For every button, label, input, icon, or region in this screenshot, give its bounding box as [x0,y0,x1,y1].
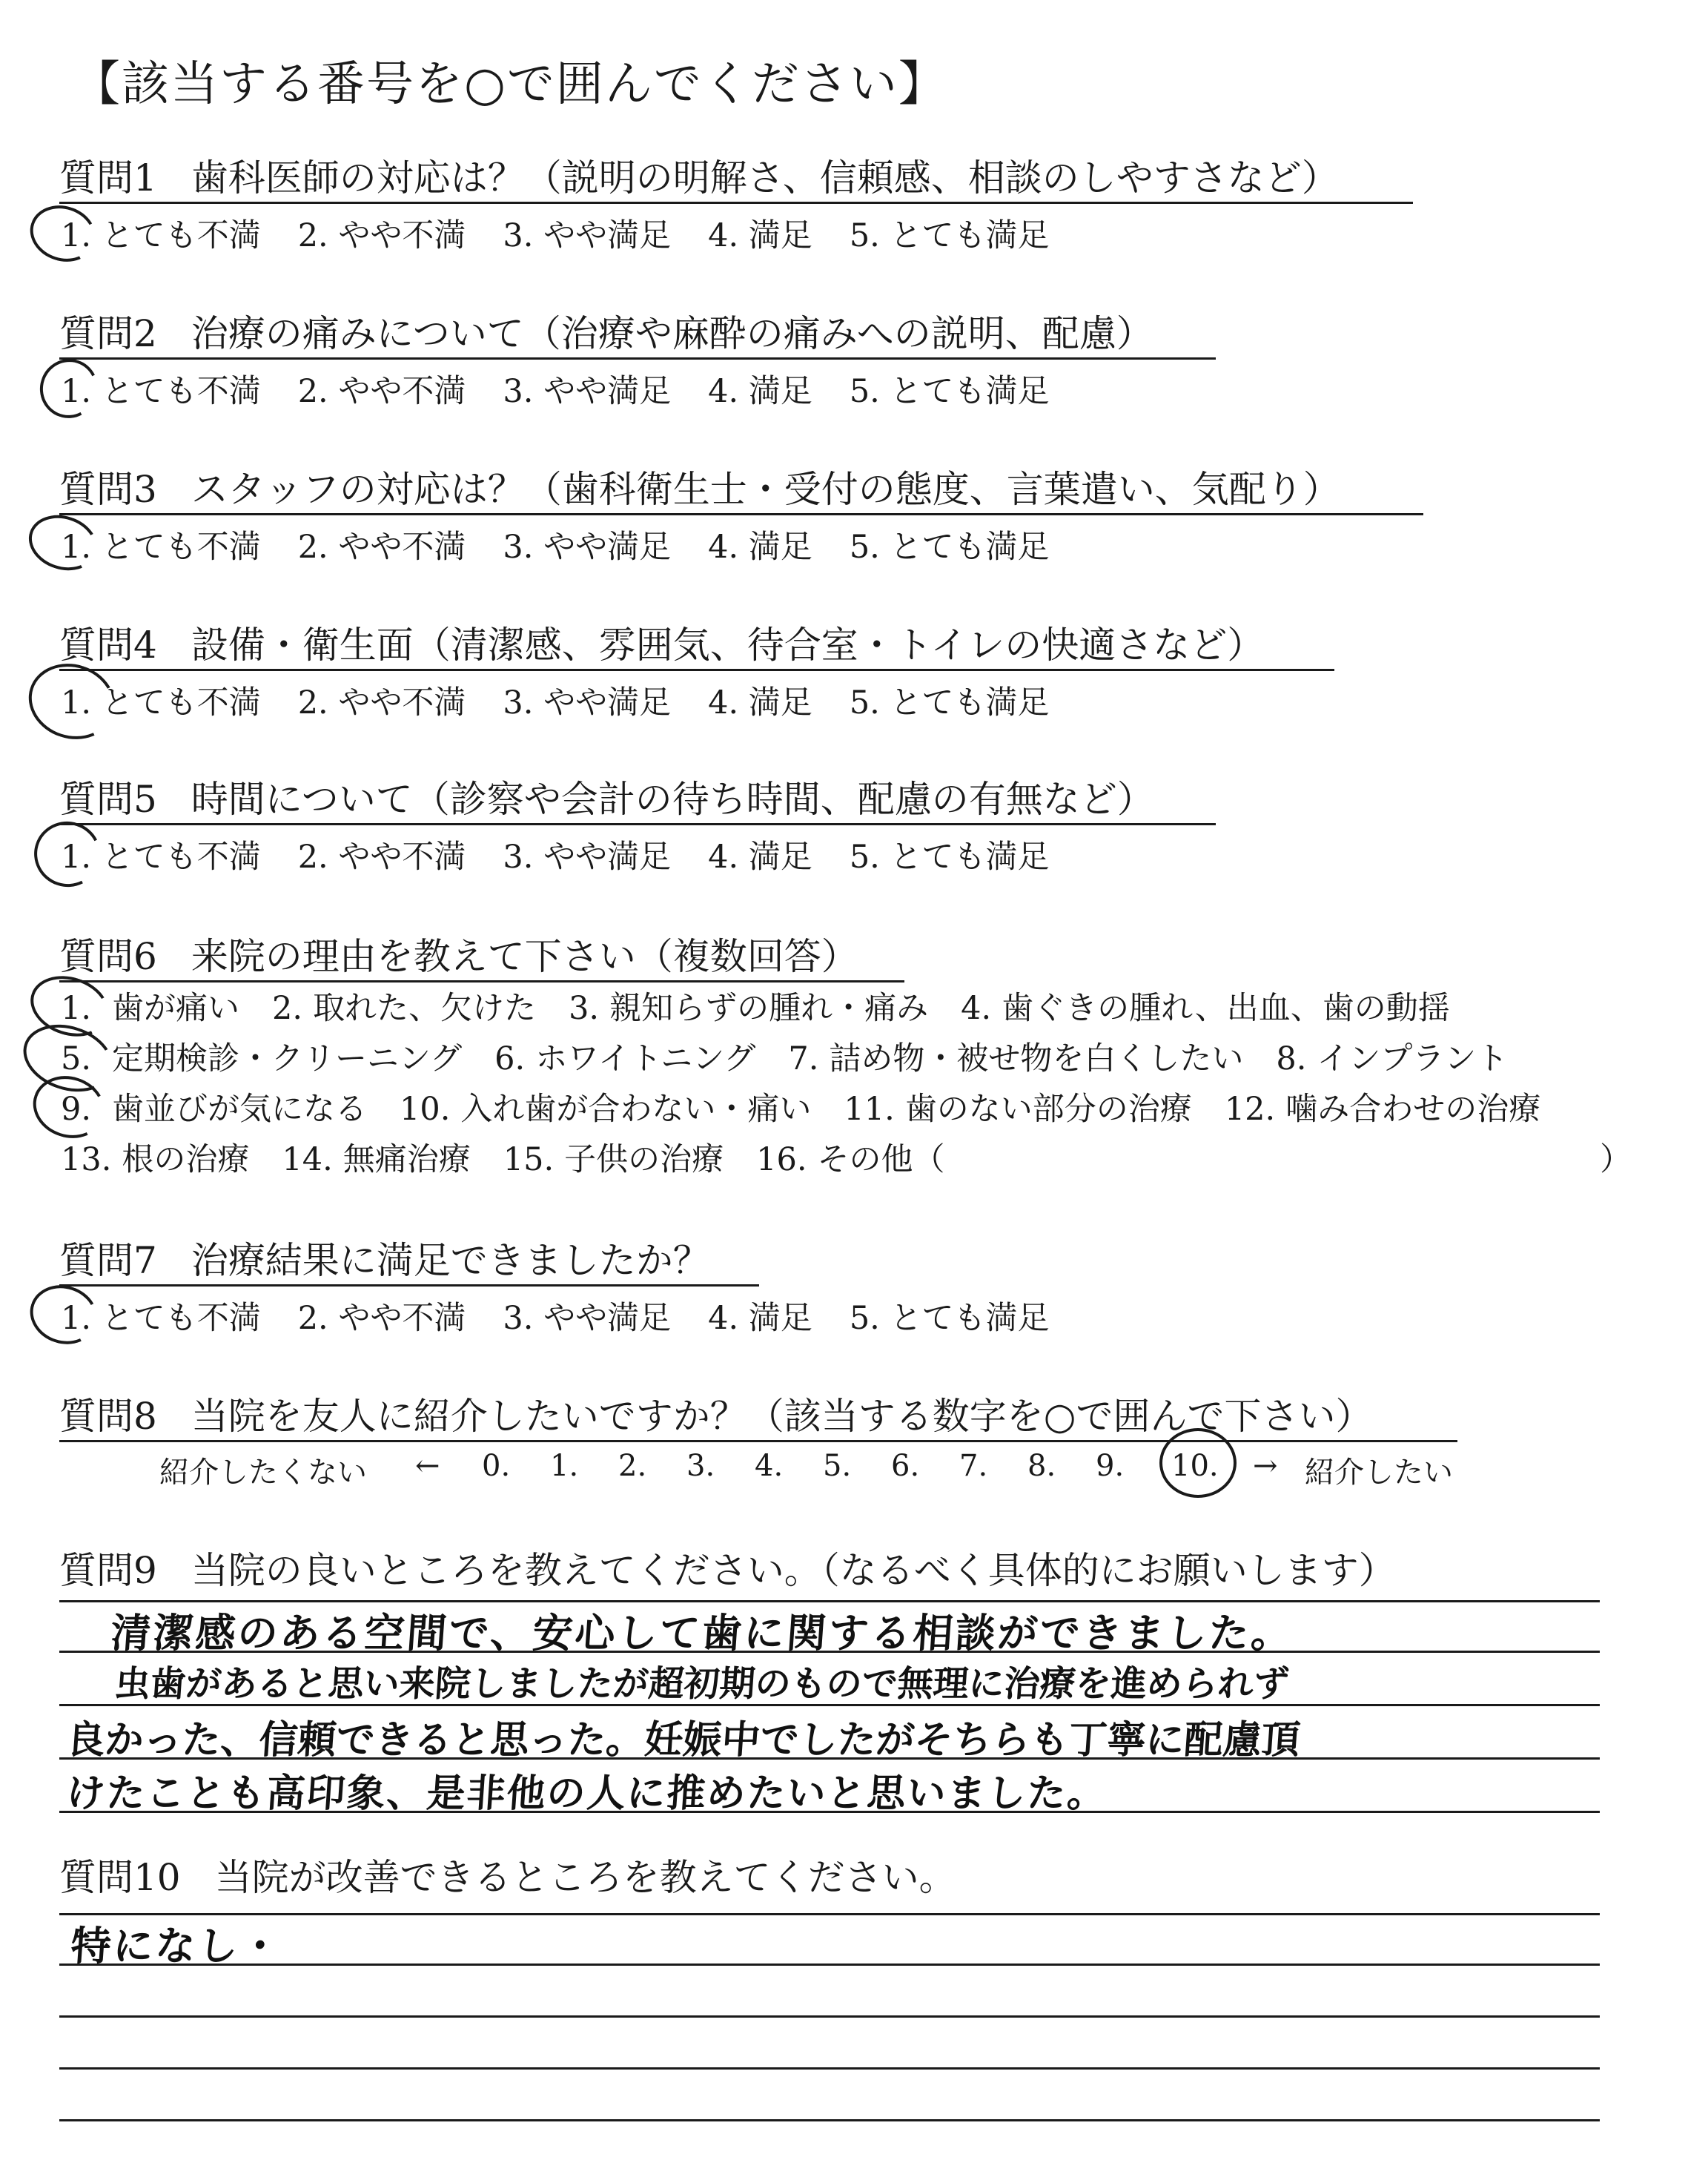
q8-score-6[interactable]: 6. [891,1449,920,1483]
q7-option-4[interactable]: 4. 満足 [708,1300,812,1337]
q6-opt6-num[interactable]: 6. [494,1040,526,1077]
q6-opt12-label[interactable]: 噛み合わせの治療 [1285,1091,1541,1128]
q5-option-4[interactable]: 4. 満足 [708,839,812,876]
q7-selection-circle [22,1277,105,1353]
q10-text: 当院が改善できるところを教えてください。 [214,1856,956,1899]
q8-left-label: 紹介したくない [159,1456,367,1490]
q6-row-4 [61,1135,945,1180]
q7-option-1[interactable]: 1. とても不満 [61,1300,261,1337]
q3-option-1[interactable]: 1. とても不満 [61,529,261,566]
q2-underline [59,357,1216,360]
q9-label: 質問9 [59,1549,157,1592]
q6-opt5-num[interactable]: 5. [61,1040,92,1077]
q10-line-3 [59,2015,1600,2018]
q8-selection-circle [1159,1428,1237,1498]
q6-opt6-label[interactable]: ホワイトニング [535,1040,756,1077]
q6-opt3-label[interactable]: 親知らずの腫れ・痛み [609,990,929,1027]
q6-opt9-label[interactable]: 歯並びが気になる [112,1091,368,1128]
q8-title [59,1387,1372,1440]
q6-opt14-num[interactable]: 14. [282,1141,333,1178]
q1-options [61,211,1050,256]
q6-opt7-label[interactable]: 詰め物・被せ物を白くしたい [829,1040,1244,1077]
q3-option-4[interactable]: 4. 満足 [708,529,812,566]
q9-answer-line-1: 清潔感のある空間で、安心して歯に関する相談ができました。 [109,1610,1295,1657]
q3-selection-circle [21,506,105,579]
q7-option-5[interactable]: 5. とても満足 [849,1300,1050,1337]
q6-opt10-num[interactable]: 10. [400,1091,451,1128]
q6-row-1 [61,983,1450,1028]
q6-text: 来院の理由を教えて下さい（複数回答） [191,935,858,978]
q6-opt13-num[interactable]: 13. [61,1141,112,1178]
q5-options [61,832,1050,877]
q7-label: 質問7 [59,1239,157,1282]
q9-answer-line-2: 虫歯があると思い来院しましたが超初期のもので無理に治療を進められず [113,1663,1291,1705]
q8-score-5[interactable]: 5. [823,1449,852,1483]
q7-options [61,1293,1050,1338]
q8-score-9[interactable]: 9. [1096,1449,1125,1483]
q4-option-2[interactable]: 2. やや不満 [297,684,466,721]
q1-label: 質問1 [59,156,157,199]
q2-option-2[interactable]: 2. やや不満 [297,373,466,410]
q8-score-10[interactable]: 10. [1171,1449,1219,1483]
q2-title [59,304,1153,357]
q3-text: スタッフの対応は？（歯科衛生士・受付の態度、言葉遣い、気配り） [191,468,1340,511]
q2-option-3[interactable]: 3. やや満足 [503,373,672,410]
q10-line-4 [59,2067,1600,2070]
q3-option-5[interactable]: 5. とても満足 [849,529,1050,566]
q2-options [61,366,1050,412]
q6-opt4-num[interactable]: 4. [961,990,992,1027]
q6-other-close-paren: ） [1600,1141,1632,1178]
q1-option-2[interactable]: 2. やや不満 [297,217,466,254]
q2-selection-circle [33,351,106,426]
q1-selection-circle [23,197,103,270]
q6-opt8-label[interactable]: インプラント [1317,1040,1509,1077]
q6-opt10-label[interactable]: 入れ歯が合わない・痛い [460,1091,812,1128]
q1-text: 歯科医師の対応は？（説明の明解さ、信頼感、相談のしやすさなど） [191,156,1339,199]
q7-option-3[interactable]: 3. やや満足 [503,1300,672,1337]
q1-underline [59,202,1413,204]
q4-underline [59,669,1334,671]
q9-text: 当院の良いところを教えてください。（なるべく具体的にお願いします） [191,1549,1396,1592]
q2-option-1[interactable]: 1. とても不満 [61,373,261,410]
q8-score-2[interactable]: 2. [618,1449,647,1483]
q8-score-0[interactable]: 0. [482,1449,511,1483]
q6-opt2-label[interactable]: 取れた、欠けた [313,990,537,1027]
q8-score-7[interactable]: 7. [959,1449,988,1483]
q8-right-arrow: → [1253,1449,1278,1483]
q6-opt11-label[interactable]: 歯のない部分の治療 [904,1091,1192,1128]
q6-underline [59,980,904,982]
q8-label: 質問8 [59,1395,157,1438]
q6-opt1-num[interactable]: 1. [61,990,92,1027]
q8-text: 当院を友人に紹介したいですか？（該当する数字を○で囲んで下さい） [191,1395,1373,1438]
q6-title [59,927,858,980]
q7-option-2[interactable]: 2. やや不満 [297,1300,466,1337]
page-title: 【該当する番号を○で囲んでください】 [73,57,947,112]
q4-label: 質問4 [59,624,157,667]
q4-option-4[interactable]: 4. 満足 [708,684,812,721]
q1-option-1[interactable]: 1. とても不満 [61,217,261,254]
q2-text: 治療の痛みについて（治療や麻酔の痛みへの説明、配慮） [191,312,1153,355]
q10-answer: 特になし・ [69,1923,284,1969]
q4-option-3[interactable]: 3. やや満足 [503,684,672,721]
q6-opt9-num[interactable]: 9. [61,1091,92,1128]
q7-title [59,1231,710,1284]
q6-opt7-num[interactable]: 7. [788,1040,819,1077]
q2-label: 質問2 [59,312,157,355]
q5-text: 時間について（診察や会計の待ち時間、配慮の有無など） [191,778,1154,821]
q7-underline [59,1284,759,1287]
q3-options [61,522,1050,567]
q1-option-4[interactable]: 4. 満足 [708,217,812,254]
q4-options [61,678,1050,723]
q4-title [59,615,1264,669]
q6-opt5-label[interactable]: 定期検診・クリーニング [112,1040,463,1077]
q6-opt12-num[interactable]: 12. [1224,1091,1276,1128]
q3-option-2[interactable]: 2. やや不満 [297,529,466,566]
q5-underline [59,823,1216,825]
q1-title [59,148,1339,202]
q3-option-3[interactable]: 3. やや満足 [503,529,672,566]
q1-option-5[interactable]: 5. とても満足 [849,217,1050,254]
q10-line-2 [59,1964,1600,1966]
q3-underline [59,513,1423,515]
q8-score-3[interactable]: 3. [686,1449,715,1483]
q6-opt2-num[interactable]: 2. [272,990,303,1027]
q5-option-1[interactable]: 1. とても不満 [61,839,261,876]
q8-score-4[interactable]: 4. [755,1449,784,1483]
q8-right-label: 紹介したい [1305,1456,1453,1490]
q6-row-3 [61,1084,1540,1129]
q6-opt8-num[interactable]: 8. [1276,1040,1307,1077]
q3-label: 質問3 [59,468,157,511]
q9-answer-line-3: 良かった、信頼できると思った。妊娠中でしたがそちらも丁寧に配慮頂 [64,1718,1302,1763]
q4-option-5[interactable]: 5. とても満足 [849,684,1050,721]
q6-opt14-label[interactable]: 無痛治療 [342,1141,471,1178]
q10-line-5 [59,2119,1600,2121]
q2-option-4[interactable]: 4. 満足 [708,373,812,410]
q8-left-arrow: ← [415,1449,440,1483]
q10-label: 質問10 [59,1856,181,1899]
q6-opt11-num[interactable]: 11. [844,1091,895,1128]
q5-title [59,770,1154,823]
q8-score-1[interactable]: 1. [550,1449,579,1483]
q6-opt13-label[interactable]: 根の治療 [122,1141,250,1178]
q10-line-1 [59,1913,1600,1915]
q6-label: 質問6 [59,935,157,978]
q5-option-5[interactable]: 5. とても満足 [849,839,1050,876]
q6-row-2 [61,1034,1508,1079]
q6-opt1-label[interactable]: 歯が痛い [112,990,240,1027]
q1-option-3[interactable]: 3. やや満足 [503,217,672,254]
q10-title [59,1848,956,1901]
q4-option-1[interactable]: 1. とても不満 [61,684,261,721]
q6-opt15-label[interactable]: 子供の治療 [564,1141,724,1178]
q6-opt4-label[interactable]: 歯ぐきの腫れ、出血、歯の動揺 [1002,990,1450,1027]
q9-title [59,1541,1396,1594]
q6-opt16-num[interactable]: 16. [756,1141,807,1178]
q6-opt3-num[interactable]: 3. [569,990,600,1027]
q8-underline [59,1440,1457,1442]
q6-opt16-label[interactable]: その他（ [817,1141,945,1178]
q7-text: 治療結果に満足できましたか？ [191,1239,710,1282]
q5-option-2[interactable]: 2. やや不満 [297,839,466,876]
q9-answer-line-4: けたことも高印象、是非他の人に推めたいと思いました。 [64,1771,1109,1816]
q4-text: 設備・衛生面（清潔感、雰囲気、待合室・トイレの快適さなど） [191,624,1265,667]
q8-score-8[interactable]: 8. [1027,1449,1056,1483]
q3-title [59,460,1340,513]
q6-opt15-num[interactable]: 15. [503,1141,555,1178]
q5-label: 質問5 [59,778,157,821]
q5-option-3[interactable]: 3. やや満足 [503,839,672,876]
q2-option-5[interactable]: 5. とても満足 [849,373,1050,410]
